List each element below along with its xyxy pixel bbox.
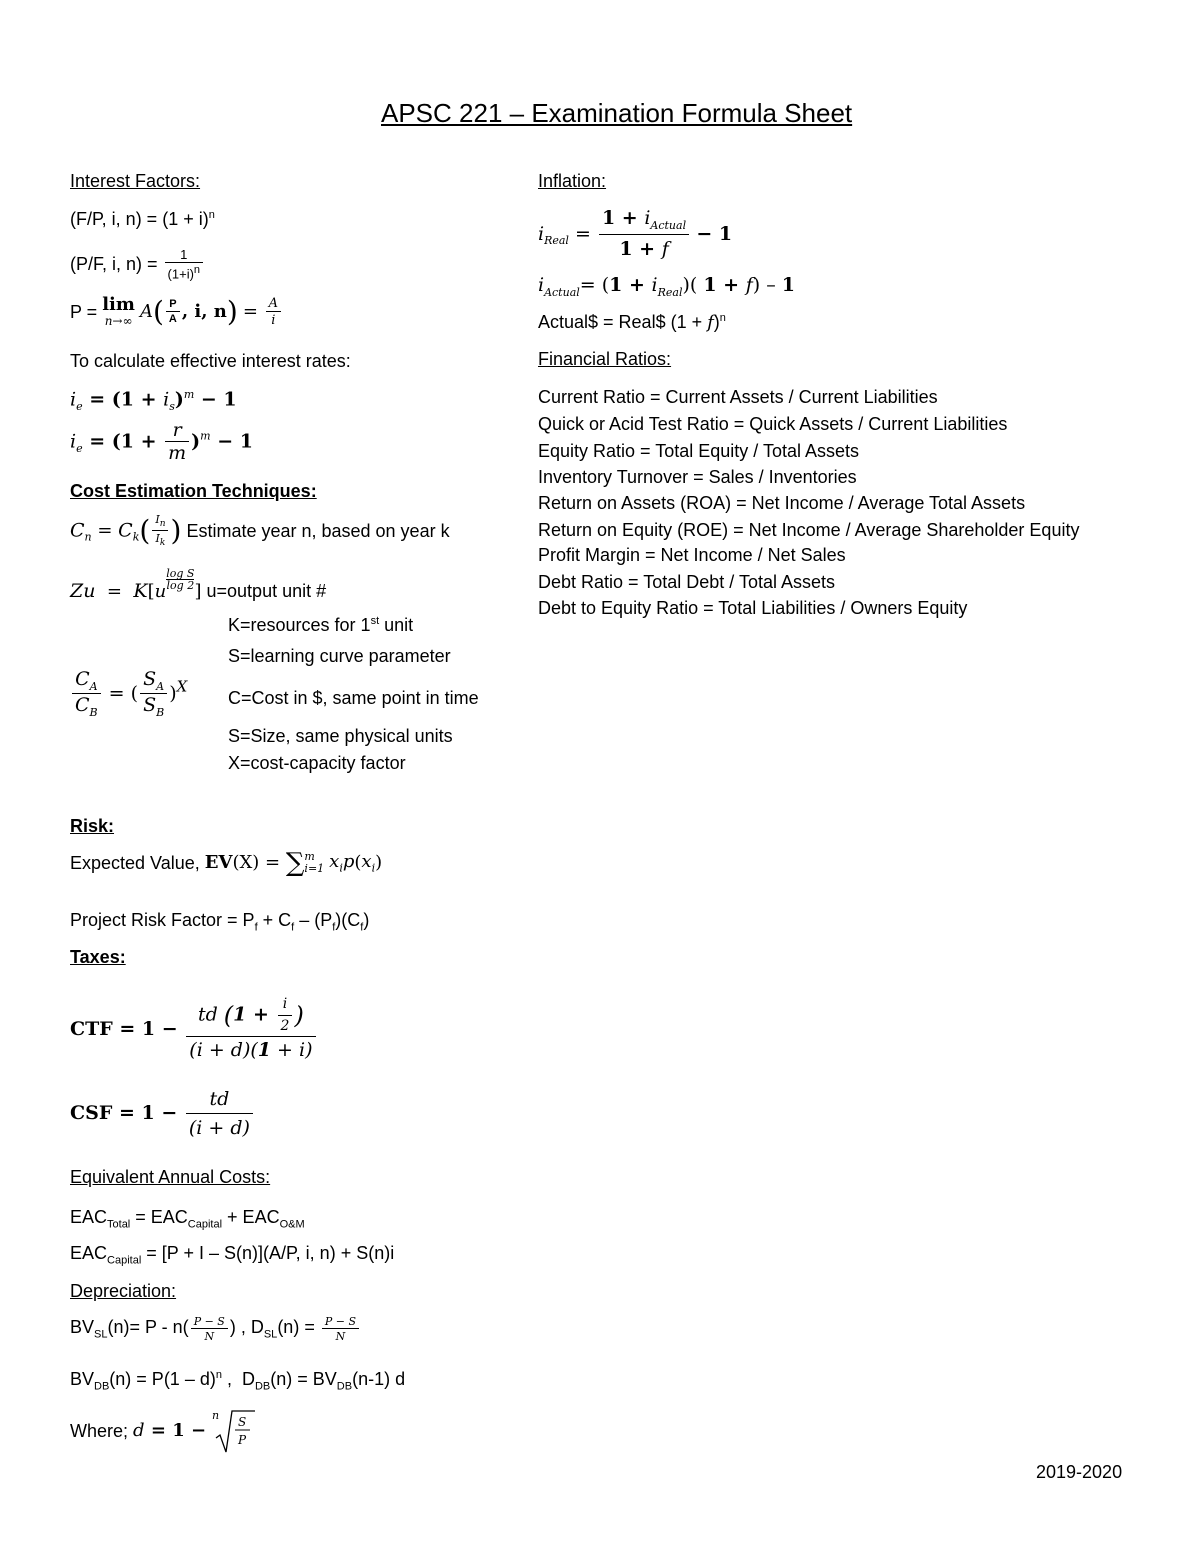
limit-operator: lim n→∞ (102, 294, 135, 328)
page-title: APSC 221 – Examination Formula Sheet (381, 98, 853, 128)
ratio-quick: Quick or Acid Test Ratio = Quick Assets / Current Liabilities (538, 414, 1008, 434)
eac-header: Equivalent Annual Costs: (70, 1167, 271, 1187)
s-description: S=learning curve parameter (228, 646, 451, 666)
x-description: X=cost-capacity factor (228, 753, 406, 773)
fp-formula (70, 210, 215, 228)
ctf-formula: CTF = 1 − td (1 + $\frac{i}{2}$ ) (i + d)(1 + i) (70, 996, 318, 1063)
ratio-debt-to-equity: Debt to Equity Ratio = Total Liabilities / Owners Equity (538, 598, 968, 618)
depreciation-header: Depreciation: (70, 1281, 177, 1301)
where-label: Where; (70, 1421, 129, 1441)
ratio-debt: Debt Ratio = Total Debt / Total Assets (538, 572, 835, 592)
taxes-header: Taxes: (70, 947, 126, 967)
fp-formula-text: (F/P, i, n) = (1 + i) (70, 209, 209, 229)
interest-factors-header: Interest Factors: (70, 171, 201, 191)
inflation-header: Inflation: (538, 171, 607, 191)
risk-header: Risk: (70, 816, 115, 836)
real-rate-formula: $i_{Real}$ = $\frac{1 + i_{Actual}}{1 + f}$ − 1 (538, 207, 733, 261)
ratio-profit-margin: Profit Margin = Net Income / Net Sales (538, 545, 846, 565)
eac-capital-formula: $EAC_{Capital} = [P + I - S(n)](A/P$, i, n) + S(n)i (70, 1243, 395, 1267)
c-description: C=Cost in $, same point in time (228, 688, 479, 708)
svg-text:S: S (238, 1415, 247, 1429)
effective-rate-formula-1: $i_e = (1 + i_s)^m - 1$ (70, 388, 237, 414)
svg-text:n: n (212, 1409, 220, 1422)
pf-fraction (165, 248, 204, 280)
perpetuity-prefix: P = (70, 301, 98, 322)
where-d-formula: Where; d = 1 − n S P (70, 1408, 256, 1454)
effective-rate-text: To calculate effective interest rates: (70, 351, 351, 371)
ratio-roa: Return on Assets (ROA) = Net Income / Average Total Assets (538, 493, 1026, 513)
pf-denominator: $(1+i)^n$ (167, 264, 201, 282)
ratio-roe: Return on Equity (ROE) = Net Income / Average Shareholder Equity (538, 520, 1080, 540)
learning-curve-formula: Zu = K[u $^{\frac{\text{log S}}{\log 2}}$ ] u=output unit # (70, 567, 327, 602)
size-description: S=Size, same physical units (228, 726, 453, 746)
ev-label: Expected Value, (70, 853, 200, 873)
zu-description: u=output unit # (206, 581, 327, 601)
ratio-equity: Equity Ratio = Total Equity / Total Assets (538, 441, 860, 461)
effective-rate-formula-2: $i_e = (1$ + $\frac{r}{m}$ )$^m$ − 1 (70, 419, 253, 464)
cn-formula: $C_n = C_k$( $\frac{I_n}{I_k}$ ) Estimate year n, based on year k (70, 513, 450, 549)
cost-estimation-header: Cost Estimation Techniques: (70, 481, 317, 501)
eac-total-formula: $EAC_{Total} = EAC_{Capital} + EAC_{O\&M}$ (70, 1207, 305, 1231)
cn-description: Estimate year n, based on year k (186, 521, 450, 542)
k-description: K=resources for 1st unit (228, 615, 414, 635)
perpetuity-fraction: $\frac{A}{i}$ (266, 297, 281, 327)
project-risk-factor: Project Risk Factor = $P_f + C_f - (P_f)(C_f)$ (70, 910, 370, 934)
straight-line-formula: $BV_{SL}(n)= P - n$( $\frac{P - S}{N}$ ) , $D_{SL}(n)$ = $\frac{P - S}{N}$ (70, 1316, 361, 1342)
perpetuity-formula: P = lim n→∞ A( $\frac{P}{A}$ , i, n) = $\frac{A}{i}$ (70, 296, 283, 327)
actual-dollars-formula: Actual$ = Real$ $(1 + f)^n$ (538, 312, 726, 333)
footer-year: 2019-2020 (1036, 1462, 1123, 1482)
actual-rate-formula: $i_{Actual}= (1 + i_{Real})$( 1 + f) – 1 (538, 274, 795, 299)
declining-balance-formula: $BV_{DB}(n) = P(1 - d)^n$ , $D_{DB}(n) = BV_{DB}(n-1)$ d (70, 1369, 406, 1393)
cost-capacity-formula: $\frac{C_A}{C_B}$ = ( $\frac{S_A}{S_B}$ )$^X$ (70, 670, 187, 718)
svg-text:P: P (238, 1433, 247, 1447)
ratio-inventory-turnover: Inventory Turnover = Sales / Inventories (538, 467, 857, 487)
fp-formula-exp: n (208, 209, 215, 221)
pf-numerator: 1 (165, 248, 204, 263)
ratio-current: Current Ratio = Current Assets / Current Liabilities (538, 387, 938, 407)
pf-formula (70, 248, 205, 280)
nth-root (212, 1408, 256, 1454)
financial-ratios-header: Financial Ratios: (538, 349, 672, 369)
csf-formula: CSF = 1 − $\frac{td}{(i + d)}$ (70, 1087, 255, 1140)
pf-formula-text: (P/F, i, n) = (70, 254, 158, 275)
expected-value-formula: Expected Value, EV(X) = ∑ m i=1 $x_ip(x_i)$ (70, 848, 383, 878)
